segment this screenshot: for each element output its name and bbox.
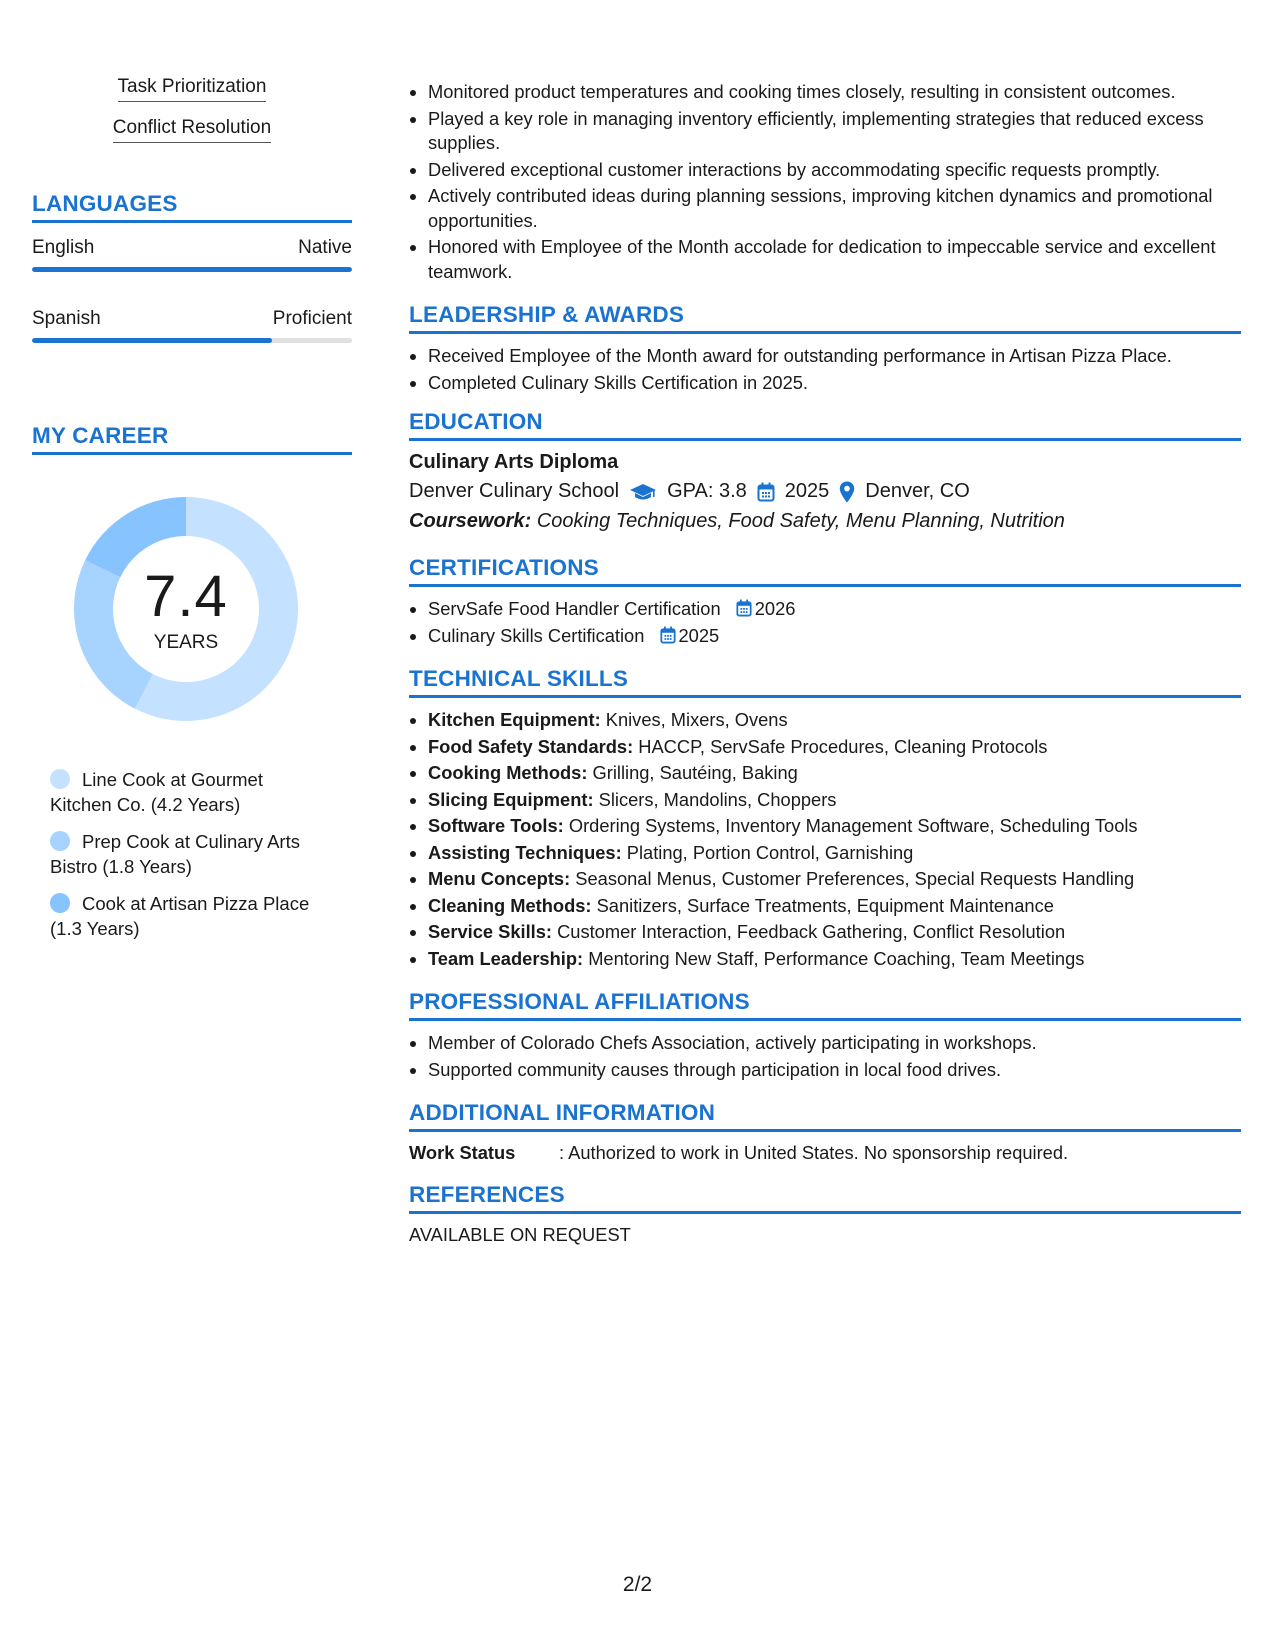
legend-dot xyxy=(50,769,70,789)
certifications-heading: CERTIFICATIONS xyxy=(409,555,1241,587)
leadership-heading: LEADERSHIP & AWARDS xyxy=(409,302,1241,334)
career-heading: MY CAREER xyxy=(32,423,352,455)
list-item: • Monitored product temperatures and cooking times closely, resulting in consistent outcomes. xyxy=(428,80,1241,105)
affiliations-heading: PROFESSIONAL AFFILIATIONS xyxy=(409,989,1241,1021)
certification-item xyxy=(428,624,1241,649)
skill-category: Slicing Equipment: xyxy=(428,788,594,810)
affiliations-list xyxy=(409,1031,1241,1082)
school-name: Denver Culinary School xyxy=(409,480,620,502)
language-level: Proficient xyxy=(272,308,352,329)
skill-values: Slicers, Mandolins, Choppers xyxy=(598,788,837,810)
list-item: • Played a key role in managing inventory efficiently, implementing strategies that reduced excess supplies. xyxy=(428,107,1241,156)
map-pin-icon xyxy=(839,481,855,503)
experience-bullets xyxy=(409,80,1241,284)
page-number: 2/2 xyxy=(622,1573,653,1596)
technical-skill-item xyxy=(428,708,1241,733)
list-item: • Supported community causes through participation in local food drives. xyxy=(428,1058,1241,1083)
skill-values: Seasonal Menus, Customer Preferences, Special Requests Handling xyxy=(575,868,1135,889)
certification-item xyxy=(428,597,1241,622)
language-name: English xyxy=(32,237,95,258)
skill-category: Software Tools: xyxy=(428,815,564,836)
list-item: • Honored with Employee of the Month accolade for dedication to impeccable service and excellent teamwork. xyxy=(428,235,1241,284)
certifications-list xyxy=(409,597,1241,648)
skill-values: HACCP, ServSafe Procedures, Cleaning Protocols xyxy=(638,735,1048,757)
coursework-text: Cooking Techniques, Food Safety, Menu Planning, Nutrition xyxy=(536,510,1065,532)
technical-skill-item xyxy=(428,735,1241,760)
degree-title: Culinary Arts Diploma xyxy=(409,451,619,473)
calendar-icon xyxy=(660,626,676,644)
work-status-value: : Authorized to work in United States. No sponsorship required. xyxy=(559,1142,1069,1163)
language-bar xyxy=(32,338,352,343)
work-status-row xyxy=(409,1142,1241,1164)
technical-skill-item xyxy=(428,841,1241,866)
calendar-icon xyxy=(757,482,775,502)
skill-category: Menu Concepts: xyxy=(428,868,571,889)
list-item: • Received Employee of the Month award for outstanding performance in Artisan Pizza Place. xyxy=(428,344,1241,369)
list-item: • Delivered exceptional customer interactions by accommodating specific requests promptly. xyxy=(428,158,1241,183)
technical-skill-item xyxy=(428,814,1241,839)
technical-skill-item xyxy=(428,867,1241,892)
career-legend-item xyxy=(50,829,320,879)
coursework-label: Coursework: xyxy=(409,510,532,532)
work-status-label: Work Status xyxy=(409,1142,516,1163)
leadership-list xyxy=(409,344,1241,395)
skill-values: Knives, Mixers, Ovens xyxy=(605,709,788,730)
skill-category: Service Skills: xyxy=(428,921,552,942)
language-name: Spanish xyxy=(32,308,101,329)
career-donut-center xyxy=(66,489,306,729)
certification-name: Culinary Skills Certification xyxy=(428,624,645,646)
list-item: • Completed Culinary Skills Certification in 2025. xyxy=(428,371,1241,396)
list-item: • Member of Colorado Chefs Association, actively participating in workshops. xyxy=(428,1031,1241,1056)
career-legend xyxy=(50,767,320,941)
skill-category: Team Leadership: xyxy=(428,947,584,969)
references-text: AVAILABLE ON REQUEST xyxy=(409,1224,631,1245)
career-total: 7.4 xyxy=(144,564,228,629)
skill-values: Sanitizers, Surface Treatments, Equipment Maintenance xyxy=(596,894,1054,916)
language-row xyxy=(32,237,352,259)
skill-values: Plating, Portion Control, Garnishing xyxy=(626,841,914,863)
skill-category: Assisting Techniques: xyxy=(428,841,622,863)
language-bar xyxy=(32,267,352,272)
legend-label: Prep Cook at Culinary Arts Bistro (1.8 Years) xyxy=(50,831,300,877)
technical-skill-item xyxy=(428,894,1241,919)
skill-tag xyxy=(32,117,352,143)
skill-category: Food Safety Standards: xyxy=(428,735,634,757)
skill-values: Customer Interaction, Feedback Gathering, Conflict Resolution xyxy=(557,921,1066,942)
main-content xyxy=(409,80,1241,1246)
skill-values: Ordering Systems, Inventory Management Software, Scheduling Tools xyxy=(568,815,1138,836)
career-legend-item xyxy=(50,767,320,817)
gpa: GPA: 3.8 xyxy=(667,480,747,502)
skill-label: Task Prioritization xyxy=(118,76,267,102)
education-heading: EDUCATION xyxy=(409,409,1241,441)
career-unit: YEARS xyxy=(153,632,219,653)
certification-year: 2025 xyxy=(678,624,720,646)
technical-skill-item xyxy=(428,920,1241,945)
calendar-icon xyxy=(736,599,752,617)
skill-values: Grilling, Sautéing, Baking xyxy=(592,762,798,783)
certification-name: ServSafe Food Handler Certification xyxy=(428,598,721,619)
graduation-year: 2025 xyxy=(784,480,830,502)
additional-info-heading: ADDITIONAL INFORMATION xyxy=(409,1100,1241,1132)
technical-skills-list xyxy=(409,708,1241,971)
skill-category: Kitchen Equipment: xyxy=(428,709,601,730)
references-heading: REFERENCES xyxy=(409,1182,1241,1214)
language-level: Native xyxy=(298,237,352,258)
skill-category: Cooking Methods: xyxy=(428,762,588,783)
technical-skills-heading: TECHNICAL SKILLS xyxy=(409,666,1241,698)
legend-label: Cook at Artisan Pizza Place (1.3 Years) xyxy=(50,893,310,939)
certification-year: 2026 xyxy=(754,598,796,619)
languages-heading: LANGUAGES xyxy=(32,191,352,223)
career-donut-chart xyxy=(66,489,306,729)
skill-category: Cleaning Methods: xyxy=(428,894,592,916)
technical-skill-item xyxy=(428,761,1241,786)
skill-label: Conflict Resolution xyxy=(113,117,271,143)
language-row xyxy=(32,308,352,330)
legend-dot xyxy=(50,831,70,851)
career-legend-item xyxy=(50,891,320,941)
education-details xyxy=(409,480,1241,503)
technical-skill-item xyxy=(428,947,1241,972)
school-location: Denver, CO xyxy=(865,480,970,502)
sidebar xyxy=(32,76,352,953)
graduation-cap-icon xyxy=(629,482,657,502)
skill-tag xyxy=(32,76,352,102)
language-bar-fill xyxy=(32,267,352,272)
legend-dot xyxy=(50,893,70,913)
coursework xyxy=(409,510,1241,533)
language-bar-fill xyxy=(32,338,272,343)
list-item: • Actively contributed ideas during planning sessions, improving kitchen dynamics and promotional opportunities. xyxy=(428,184,1241,233)
skill-values: Mentoring New Staff, Performance Coaching, Team Meetings xyxy=(588,947,1085,969)
technical-skill-item xyxy=(428,788,1241,813)
legend-label: Line Cook at Gourmet Kitchen Co. (4.2 Years) xyxy=(50,769,263,815)
